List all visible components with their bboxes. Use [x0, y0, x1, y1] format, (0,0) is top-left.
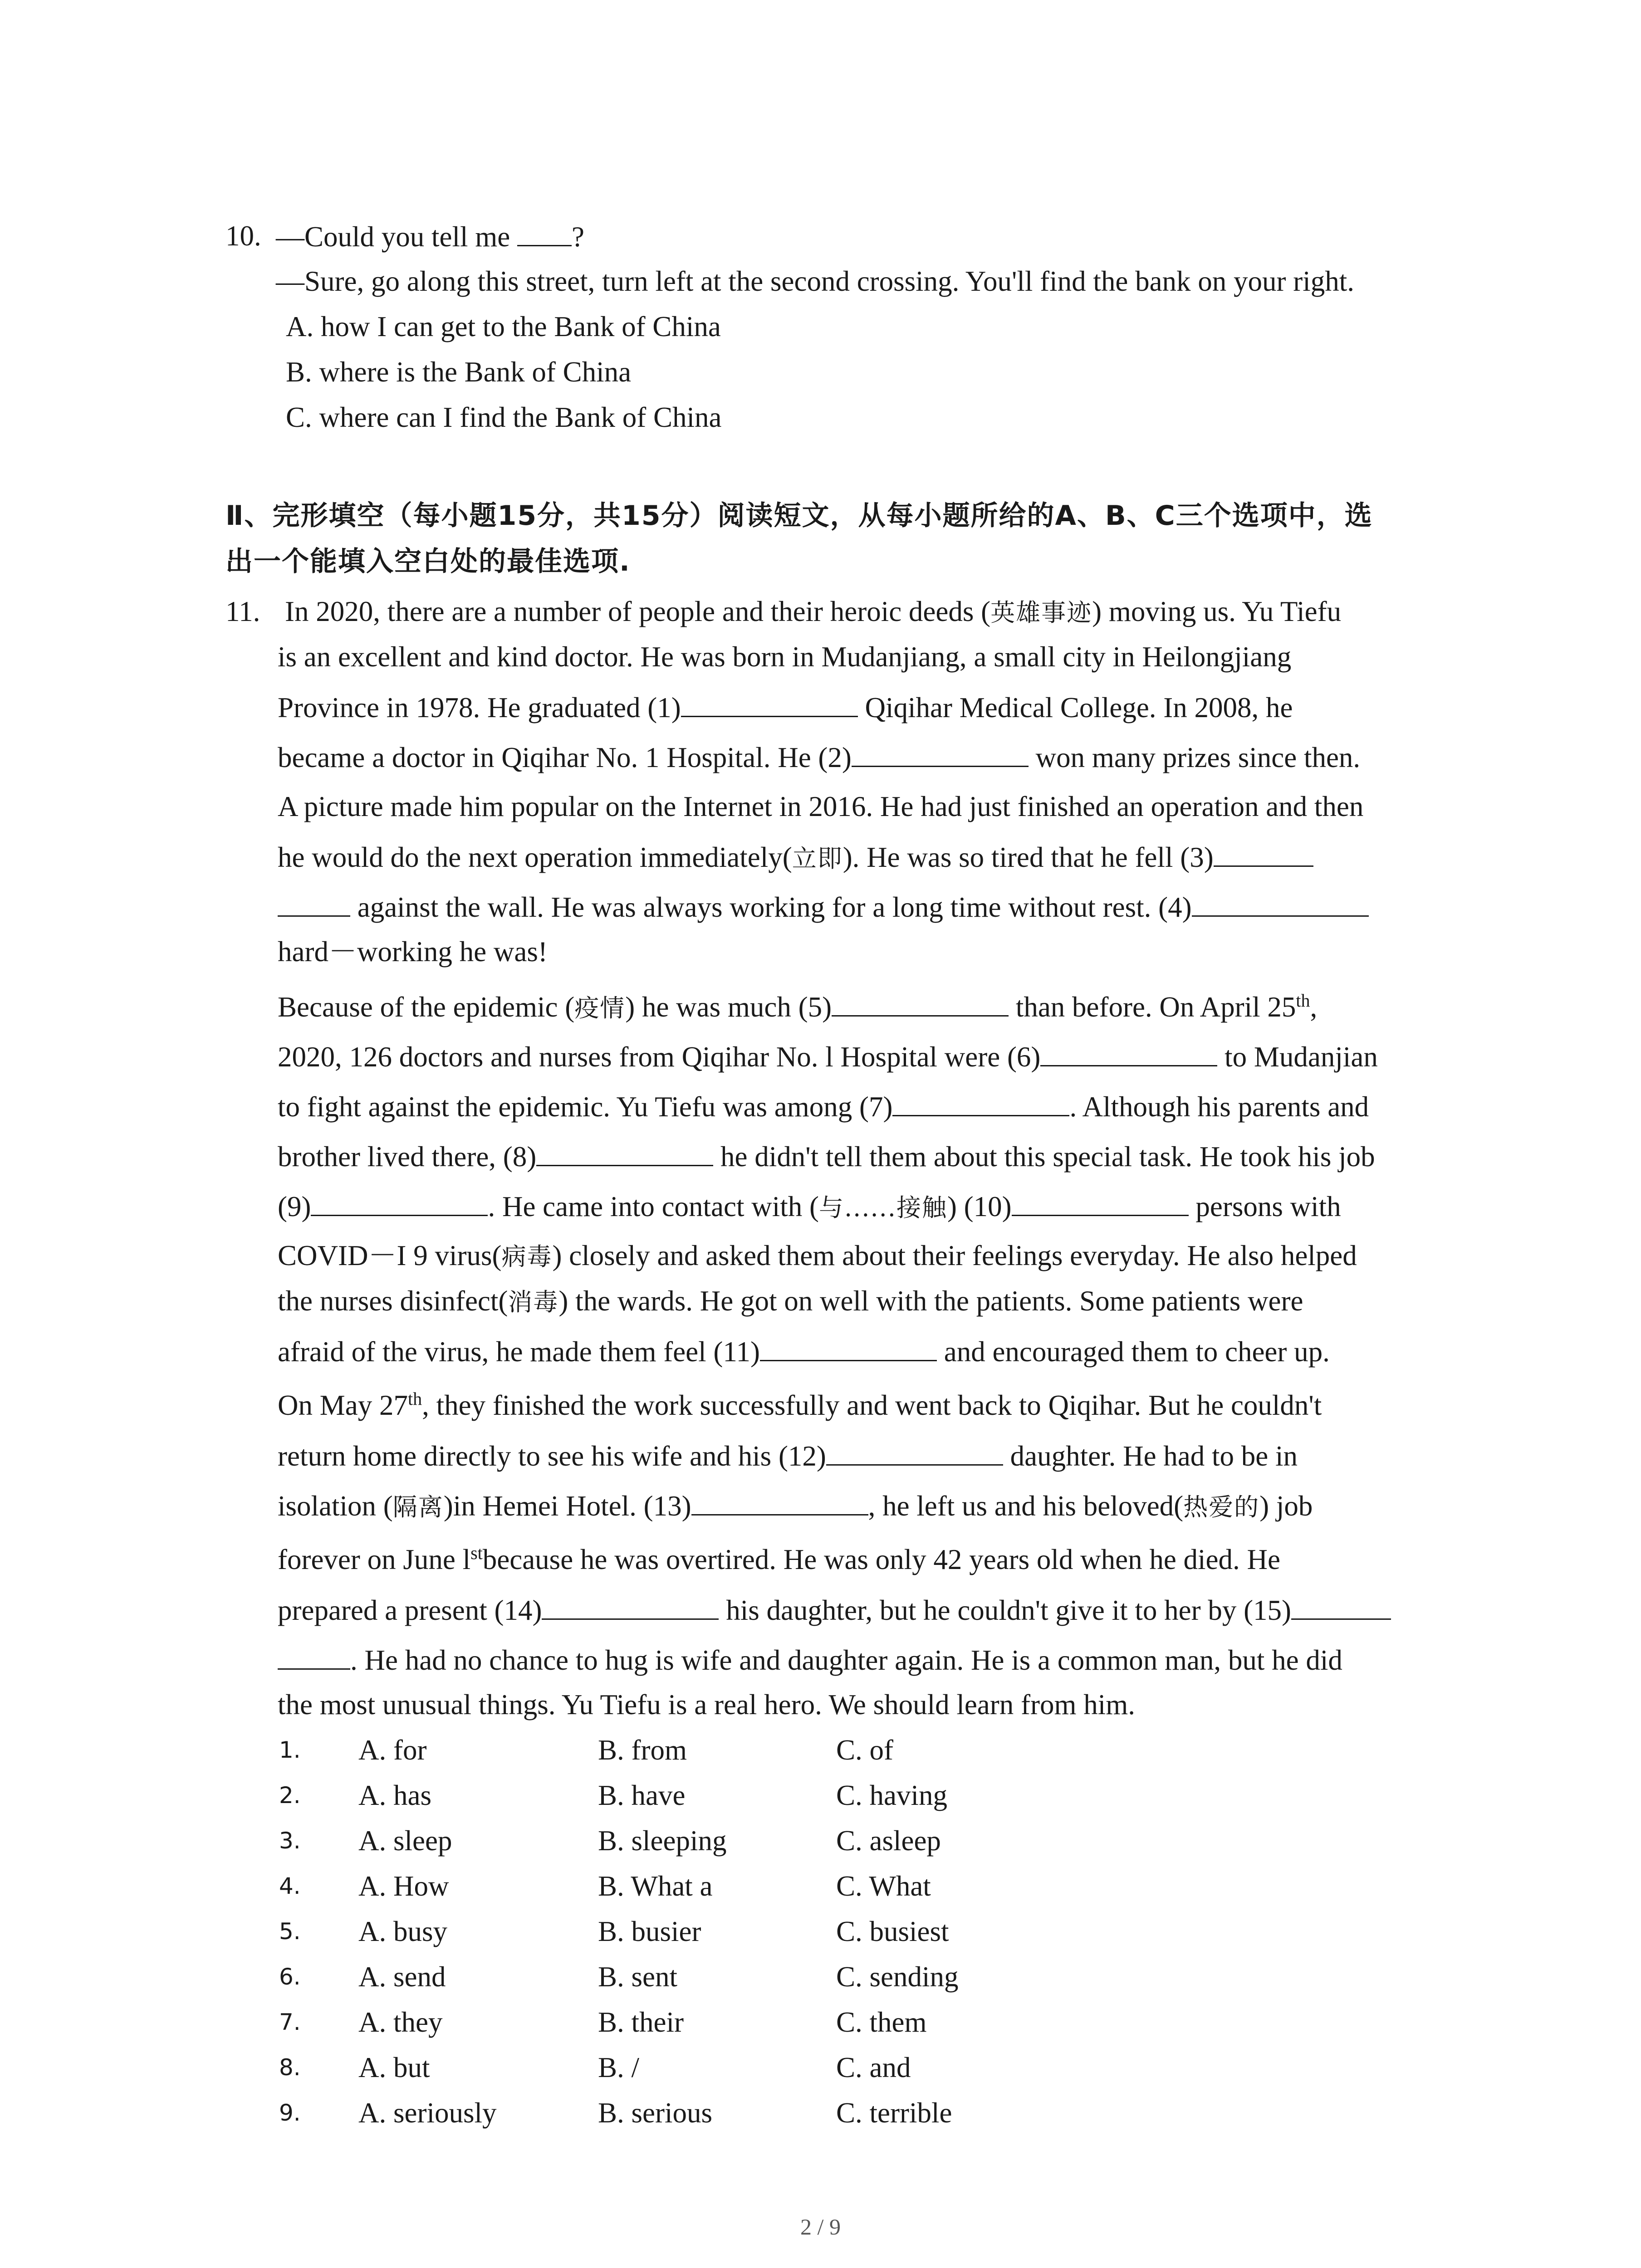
q10-option-a: A. how I can get to the Bank of China: [286, 311, 721, 342]
answer-blank: [691, 1487, 868, 1515]
option-a: A. busy: [358, 1916, 448, 1947]
passage-line: . He had no chance to hug is wife and daughter again. He is a common man, but he did: [278, 1641, 1342, 1678]
option-c: C. busiest: [836, 1916, 949, 1947]
answer-blank: [542, 1591, 719, 1620]
answer-blank: [1291, 1591, 1391, 1620]
option-a: A. they: [358, 2006, 443, 2038]
passage-line: Province in 1978. He graduated (1) Qiqihar Medical College. In 2008, he: [278, 689, 1293, 726]
answer-blank: [1192, 888, 1369, 917]
q10-reply: —Sure, go along this street, turn left at the second crossing. You'll find the bank on your right.: [276, 265, 1355, 297]
passage-line: return home directly to see his wife and his (12) daughter. He had to be in: [278, 1437, 1298, 1474]
passage-line: (9) . He came into contact with (与......接触) (10) persons with: [278, 1188, 1341, 1226]
q10-number: 10.: [225, 220, 261, 252]
section2-heading-line2: 出一个能填入空白处的最佳选项.: [225, 546, 631, 577]
option-a: A. but: [358, 2052, 430, 2083]
option-a: A. has: [358, 1779, 431, 1811]
passage-line: 2020, 126 doctors and nurses from Qiqihar No. l Hospital were (6) to Mudanjian: [278, 1038, 1378, 1075]
passage-line: afraid of the virus, he made them feel (11) and encouraged them to cheer up.: [278, 1333, 1330, 1370]
q11-number: 11.: [225, 596, 260, 627]
passage-line: prepared a present (14) his daughter, but he couldn't give it to her by (15): [278, 1591, 1391, 1628]
page-number: 2 / 9: [800, 2214, 841, 2239]
passage-line: to fight against the epidemic. Yu Tiefu was among (7) . Although his parents and: [278, 1088, 1369, 1125]
answer-blank: [760, 1333, 937, 1361]
option-b: B. What a: [598, 1870, 713, 1902]
answer-blank: [278, 888, 350, 917]
option-b: B. /: [598, 2052, 640, 2083]
option-a: A. sleep: [358, 1825, 452, 1857]
option-c: C. sending: [836, 1961, 959, 1993]
section2-heading-line1: Ⅱ、完形填空（每小题15分，共15分）阅读短文，从每小题所给的A、B、C三个选项中，选: [225, 500, 1373, 532]
passage-line: the nurses disinfect(消毒) the wards. He got on well with the patients. Some patients were: [278, 1285, 1303, 1317]
q10-stem: —Could you tell me: [276, 221, 517, 253]
option-b: B. their: [598, 2006, 684, 2038]
passage-line: isolation (隔离)in Hemei Hotel. (13) , he left us and his beloved(热爱的) job: [278, 1487, 1313, 1525]
option-b: B. serious: [598, 2097, 712, 2129]
option-a: A. seriously: [358, 2097, 497, 2129]
option-a: A. for: [358, 1734, 427, 1766]
option-c: C. having: [836, 1779, 947, 1811]
q10-option-c: C. where can I find the Bank of China: [286, 401, 722, 433]
passage-line: the most unusual things. Yu Tiefu is a real hero. We should learn from him.: [278, 1689, 1135, 1721]
answer-blank: [826, 1437, 1003, 1466]
passage-line: Because of the epidemic (疫情) he was much (5) than before. On April 25th,: [278, 988, 1317, 1026]
option-b: B. sent: [598, 1961, 678, 1993]
answer-blank: [1040, 1038, 1217, 1066]
answer-blank: [832, 988, 1009, 1017]
passage-line: became a doctor in Qiqihar No. 1 Hospital. He (2) won many prizes since then.: [278, 738, 1360, 776]
option-a: A. How: [358, 1870, 449, 1902]
answer-blank: [1012, 1188, 1189, 1216]
answer-blank: [536, 1138, 713, 1166]
option-c: C. asleep: [836, 1825, 941, 1857]
option-c: C. of: [836, 1734, 893, 1766]
answer-blank: [311, 1188, 488, 1216]
option-b: B. have: [598, 1779, 686, 1811]
option-a: A. send: [358, 1961, 446, 1993]
passage-line: On May 27th, they finished the work successfully and went back to Qiqihar. But he couldn't: [278, 1388, 1322, 1421]
q10-option-b: B. where is the Bank of China: [286, 356, 632, 388]
answer-blank: [517, 218, 572, 246]
answer-blank: [892, 1088, 1069, 1116]
option-c: C. them: [836, 2006, 927, 2038]
answer-blank: [278, 1641, 350, 1670]
answer-blank: [852, 738, 1029, 767]
option-b: B. busier: [598, 1916, 701, 1947]
passage-line: A picture made him popular on the Internet in 2016. He had just finished an operation and then: [278, 791, 1364, 822]
passage-line: COVID－I 9 virus(病毒) closely and asked them about their feelings everyday. He also helped: [278, 1240, 1357, 1271]
option-c: C. terrible: [836, 2097, 952, 2129]
answer-blank: [681, 689, 858, 717]
passage-line: forever on June $l^{st}because$ he was overtired. He was only 42 years old when he died. He: [278, 1543, 1280, 1575]
passage-line: brother lived there, (8) he didn't tell them about this special task. He took his job: [278, 1138, 1375, 1175]
passage-line: hard－working he was!: [278, 936, 548, 968]
passage-line: against the wall. He was always working for a long time without rest. (4): [278, 888, 1369, 925]
option-b: B. from: [598, 1734, 687, 1766]
passage-line: he would do the next operation immediately(立即). He was so tired that he fell (3): [278, 838, 1313, 877]
option-c: C. and: [836, 2052, 911, 2083]
answer-blank: [1214, 838, 1313, 867]
option-c: C. What: [836, 1870, 931, 1902]
passage-line: is an excellent and kind doctor. He was born in Mudanjiang, a small city in Heilongjiang: [278, 641, 1292, 673]
option-b: B. sleeping: [598, 1825, 727, 1857]
document-page: 10. —Could you tell me ? —Sure, go along this street, turn left at the second crossing. You'll find the bank on your right. A. how I can get to the Bank of China B. where is the Bank of China C. where can I find the Bank of China Ⅱ、完形填空（每小题15分，共15分）阅读短文，从每小题所给的A、B、C三个选项中，选 出一个能填入空白处的最佳选项. 11. In 2020, there are a number of people and their heroic deeds (英雄事迹) moving us. Yu Tiefu is an excellent and kind doctor. He was born in Mudanjiang, a small city in Heilongjiang Province in 1978. He graduated (1) Qiqihar Medical College. In 2008, he became a doctor in Qiqihar No. 1 Hospital. He (2) won many prizes since then. A picture made him popular on the Internet in 2016. He had just finished an operation and then he would do the next operation immediately(立即). He was so tired that he fell (3) against the wall. He was always working for a long time without rest. (4) hard－working he was! Because of the epidemic (疫情) he was much (5) than before. On April 25th, 2020, 126 doctors and nurses from Qiqihar No. l Hospital were (6) to Mudanjian to fight against the epidemic. Yu Tiefu was among (7) . Although his parents and brother lived there, (8) he didn't tell them about this special task. He took his job (9) . He came into contact with (与......接触) (10) persons with COVID－I 9 virus(病毒) closely and asked them about their feelings everyday. He also helped the nurses disinfect(消毒) the wards. He got on well with the patients. Some patients were afraid of the virus, he made them feel (11) and encouraged them to cheer up. On May 27th, they finished the work successfully and went back to Qiqihar. But he couldn't return home directly to see his wife and his (12) daughter. He had to be in isolation (隔离)in Hemei Hotel. (13) , he left us and his beloved(热爱的) job forever on June $l^{st}because$ he was overtired. He was only 42 years old when he died. He prepared a present (14) his daughter, but he couldn't give it to her by (15) . He had no chance to hug is wife and daughter again. He is a common man, but he did the most unusual things. Yu Tiefu is a real hero. We should learn from him. 1. A. for B. from C. of 2. A. has B. have C. having 3. A. sleep B. sleeping C. asleep 4. A. How B. What a C. What 5. A. busy B. busier C. busiest 6. A. send B. sent C. sending 7. A. they B. their C. them 8. A. but B. / C. and 9. A. seriously B. serious C. terrible 2 / 9: [0, 0, 1641, 2268]
